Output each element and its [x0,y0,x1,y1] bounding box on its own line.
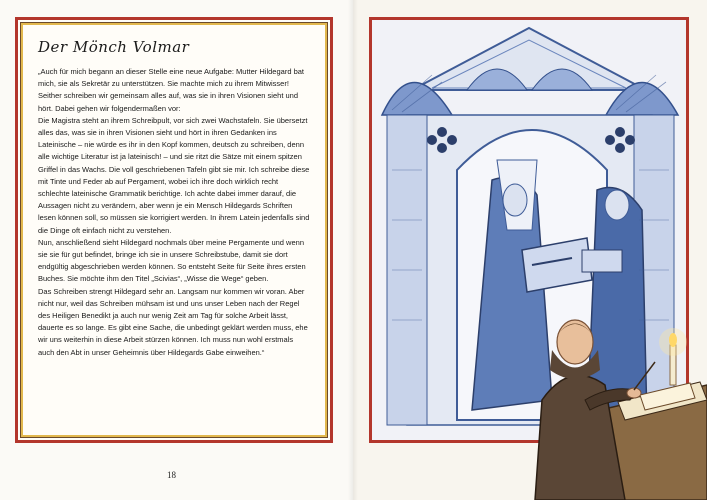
chapter-heading: Der Mönch Volmar [38,38,190,56]
paragraph: Nun, anschließend sieht Hildegard nochmals über meine Pergamente und wenn sie sie für gut befindet, bringe ich sie in unsere Schreibstube, damit sie dort endgültig abgeschrieben werden können. So entsteht Seite für Seite ihres ersten Buches. Sie möchte ihm den Titel „Scivias“, „Wisse die Wege“ geben. [38,237,306,284]
monk-volmar-illustration [530,290,707,500]
paragraph: Die Magistra steht an ihrem Schreibpult, vor sich zwei Wachstafeln. Sie übersetzt alles das, was sie in ihren Visionen sieht und hört in ihren Gedanken ins Lateinische – nie würde es ihr in den Kopf kommen, deutsch zu schreiben, denn alle wichtige Literatur ist ja lateinisch! – und sie ritzt die Sätze mit einem spitzen Griffel in das Wachs. Die voll geschriebenen Tafeln gibt sie mir. Ich schreibe diese mit Tinte und Feder ab auf Pergament, wobei ich ihre doch wirklich recht schlechte lateinische Grammatik berichtige. Ich achte dabei immer darauf, die Aussagen nicht zu verändern, aber wenn je ein Mensch Hildegards Schriften lesen können soll, so müssen sie korrigiert werden. In ihrem Latein jedenfalls sind die Dinge oft einfach nicht zu verstehen. [38,115,310,235]
paragraph: „Auch für mich begann an dieser Stelle eine neue Aufgabe: Mutter Hildegard bat mich, sie als Sekretär zu unterstützen. Sie machte mich zu ihrem Mitwisser! Seither schreiben wir gemeinsam alles auf, was sie in ihren Visionen sieht und hört. Dabei gehen wir folgendermaßen vor: [38,67,305,113]
paragraph: Das Schreiben strengt Hildegard sehr an. Langsam nur kommen wir voran. Aber nicht nur, weil das Schreiben mühsam ist und uns unser Leben nach der Regel des Heiligen Benedikt ja auch nur wenig Zeit am Tag für solche Arbeit lässt, dauerte es so lange. Es gibt eine Sache, die unbedingt geklärt werden muss, ehe wir uns weiterhin in diese Arbeit stürzen können. Ich muss nun wohl erstmals auch den Abt in unser Geheimnis über Hildegards Gabe einweihen.“ [38,286,308,357]
body-text [38,66,310,359]
book-gutter [348,0,358,500]
page-number: 18 [167,470,176,480]
